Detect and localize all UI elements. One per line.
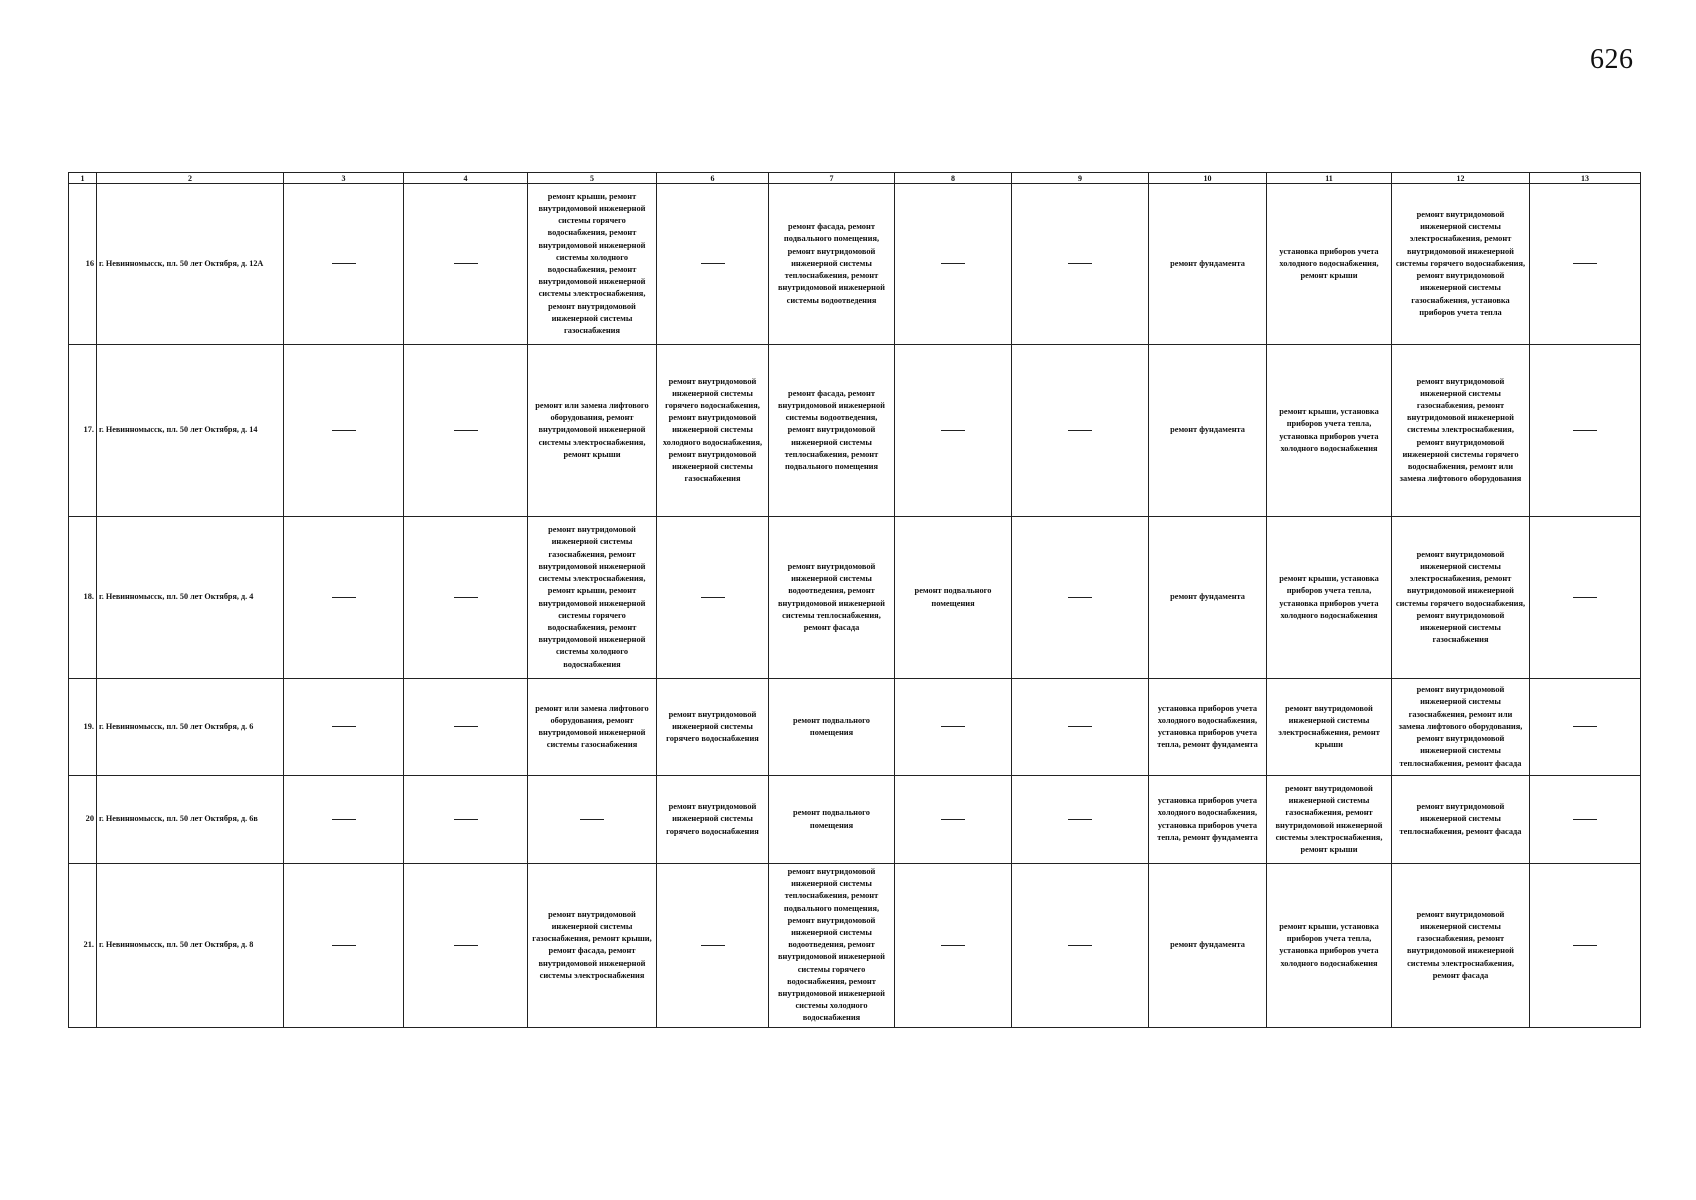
works-cell: ремонт крыши, установка приборов учета тепла, установка приборов учета холодного водоснабжения [1267, 517, 1392, 679]
empty-cell [1012, 679, 1149, 776]
empty-cell [895, 184, 1012, 345]
dash-mark [1573, 430, 1597, 431]
dash-mark [332, 597, 356, 598]
empty-cell [404, 184, 528, 345]
dash-mark [1573, 263, 1597, 264]
works-cell: ремонт внутридомовой инженерной системы горячего водоснабжения, ремонт внутридомовой инженерной системы холодного водоснабжения, ремонт внутридомовой инженерной системы газоснабжения [657, 345, 769, 517]
column-number: 13 [1530, 173, 1641, 184]
works-cell: ремонт крыши, ремонт внутридомовой инженерной системы горячего водоснабжения, ремонт внутридомовой инженерной системы холодного водоснабжения, ремонт внутридомовой инженерной системы электроснабжения, ремонт внутридомовой инженерной системы газоснабжения [528, 184, 657, 345]
dash-mark [941, 819, 965, 820]
works-cell: ремонт фундамента [1149, 517, 1267, 679]
dash-mark [1068, 263, 1092, 264]
works-cell: ремонт подвального помещения [769, 776, 895, 864]
works-cell: ремонт внутридомовой инженерной системы газоснабжения, ремонт внутридомовой инженерной системы электроснабжения, ремонт фасада [1392, 864, 1530, 1028]
works-cell: ремонт внутридомовой инженерной системы горячего водоснабжения [657, 776, 769, 864]
empty-cell [1530, 776, 1641, 864]
works-cell: установка приборов учета холодного водоснабжения, ремонт крыши [1267, 184, 1392, 345]
column-number: 6 [657, 173, 769, 184]
dash-mark [1573, 819, 1597, 820]
address-cell: г. Невинномысск, пл. 50 лет Октября, д. 12А [97, 184, 284, 345]
works-cell: ремонт внутридомовой инженерной системы электроснабжения, ремонт внутридомовой инженерной системы горячего водоснабжения, ремонт внутридомовой инженерной системы газоснабжения [1392, 517, 1530, 679]
empty-cell [404, 517, 528, 679]
works-cell: ремонт внутридомовой инженерной системы газоснабжения, ремонт внутридомовой инженерной системы электроснабжения, ремонт крыши, ремонт внутридомовой инженерной системы горячего водоснабжения, ремонт внутридомовой инженерной системы холодного водоснабжения [528, 517, 657, 679]
dash-mark [1573, 945, 1597, 946]
empty-cell [404, 864, 528, 1028]
dash-mark [1068, 597, 1092, 598]
dash-mark [941, 945, 965, 946]
empty-cell [657, 864, 769, 1028]
address-cell: г. Невинномысск, пл. 50 лет Октября, д. 14 [97, 345, 284, 517]
empty-cell [1012, 864, 1149, 1028]
table-row [69, 184, 1641, 345]
column-number: 4 [404, 173, 528, 184]
works-cell: ремонт внутридомовой инженерной системы электроснабжения, ремонт крыши [1267, 679, 1392, 776]
row-number: 18. [69, 517, 97, 679]
dash-mark [332, 430, 356, 431]
works-cell: ремонт внутридомовой инженерной системы горячего водоснабжения [657, 679, 769, 776]
dash-mark [332, 263, 356, 264]
works-cell: ремонт или замена лифтового оборудования, ремонт внутридомовой инженерной системы газоснабжения [528, 679, 657, 776]
empty-cell [895, 345, 1012, 517]
column-number: 8 [895, 173, 1012, 184]
works-cell: установка приборов учета холодного водоснабжения, установка приборов учета тепла, ремонт фундамента [1149, 679, 1267, 776]
empty-cell [284, 679, 404, 776]
works-cell: ремонт внутридомовой инженерной системы теплоснабжения, ремонт фасада [1392, 776, 1530, 864]
empty-cell [657, 517, 769, 679]
dash-mark [1068, 819, 1092, 820]
works-cell: ремонт фундамента [1149, 184, 1267, 345]
empty-cell [404, 345, 528, 517]
dash-mark [332, 945, 356, 946]
works-cell: ремонт фундамента [1149, 864, 1267, 1028]
table-row [69, 517, 1641, 679]
dash-mark [941, 726, 965, 727]
works-cell: ремонт крыши, установка приборов учета тепла, установка приборов учета холодного водоснабжения [1267, 345, 1392, 517]
dash-mark [332, 819, 356, 820]
works-cell: ремонт внутридомовой инженерной системы газоснабжения, ремонт внутридомовой инженерной системы электроснабжения, ремонт внутридомовой инженерной системы горячего водоснабжения, ремонт или замена лифтового оборудования [1392, 345, 1530, 517]
column-number: 11 [1267, 173, 1392, 184]
dash-mark [701, 597, 725, 598]
address-cell: г. Невинномысск, пл. 50 лет Октября, д. 6 [97, 679, 284, 776]
empty-cell [284, 517, 404, 679]
works-cell: ремонт внутридомовой инженерной системы газоснабжения, ремонт крыши, ремонт фасада, ремонт внутридомовой инженерной системы электроснабжения [528, 864, 657, 1028]
empty-cell [1012, 776, 1149, 864]
works-cell: ремонт внутридомовой инженерной системы электроснабжения, ремонт внутридомовой инженерной системы горячего водоснабжения, ремонт внутридомовой инженерной системы газоснабжения, установка приборов учета тепла [1392, 184, 1530, 345]
empty-cell [284, 184, 404, 345]
table-row [69, 776, 1641, 864]
dash-mark [701, 263, 725, 264]
works-cell: ремонт внутридомовой инженерной системы газоснабжения, ремонт или замена лифтового оборудования, ремонт внутридомовой инженерной системы теплоснабжения, ремонт фасада [1392, 679, 1530, 776]
column-number: 9 [1012, 173, 1149, 184]
empty-cell [657, 184, 769, 345]
column-number: 1 [69, 173, 97, 184]
empty-cell [1012, 517, 1149, 679]
empty-cell [404, 679, 528, 776]
works-cell: ремонт внутридомовой инженерной системы теплоснабжения, ремонт подвального помещения, ремонт внутридомовой инженерной системы водоотведения, ремонт внутридомовой инженерной системы горячего водоснабжения, ремонт внутридомовой инженерной системы холодного водоснабжения [769, 864, 895, 1028]
dash-mark [1068, 945, 1092, 946]
empty-cell [1530, 345, 1641, 517]
row-number: 21. [69, 864, 97, 1028]
dash-mark [454, 819, 478, 820]
dash-mark [701, 945, 725, 946]
row-number: 20 [69, 776, 97, 864]
works-cell: ремонт или замена лифтового оборудования, ремонт внутридомовой инженерной системы электроснабжения, ремонт крыши [528, 345, 657, 517]
empty-cell [404, 776, 528, 864]
dash-mark [1068, 430, 1092, 431]
empty-cell [895, 776, 1012, 864]
empty-cell [1012, 184, 1149, 345]
empty-cell [1530, 679, 1641, 776]
works-cell: ремонт подвального помещения [769, 679, 895, 776]
empty-cell [895, 864, 1012, 1028]
dash-mark [941, 263, 965, 264]
dash-mark [454, 430, 478, 431]
empty-cell [1530, 864, 1641, 1028]
dash-mark [454, 597, 478, 598]
column-number: 10 [1149, 173, 1267, 184]
empty-cell [1530, 517, 1641, 679]
dash-mark [1573, 726, 1597, 727]
table-row [69, 679, 1641, 776]
column-number: 2 [97, 173, 284, 184]
column-number: 7 [769, 173, 895, 184]
dash-mark [941, 430, 965, 431]
dash-mark [580, 819, 604, 820]
column-number-row [69, 173, 1641, 184]
empty-cell [895, 679, 1012, 776]
dash-mark [1068, 726, 1092, 727]
table-row [69, 864, 1641, 1028]
row-number: 17. [69, 345, 97, 517]
empty-cell [284, 345, 404, 517]
dash-mark [454, 945, 478, 946]
empty-cell [284, 864, 404, 1028]
empty-cell [284, 776, 404, 864]
dash-mark [332, 726, 356, 727]
dash-mark [454, 726, 478, 727]
works-cell: ремонт фасада, ремонт внутридомовой инженерной системы водоотведения, ремонт внутридомовой инженерной системы теплоснабжения, ремонт подвального помещения [769, 345, 895, 517]
works-cell: ремонт подвального помещения [895, 517, 1012, 679]
dash-mark [1573, 597, 1597, 598]
works-table [68, 172, 1641, 1028]
address-cell: г. Невинномысск, пл. 50 лет Октября, д. 6в [97, 776, 284, 864]
address-cell: г. Невинномысск, пл. 50 лет Октября, д. 8 [97, 864, 284, 1028]
empty-cell [528, 776, 657, 864]
dash-mark [454, 263, 478, 264]
column-number: 12 [1392, 173, 1530, 184]
works-cell: ремонт внутридомовой инженерной системы газоснабжения, ремонт внутридомовой инженерной системы электроснабжения, ремонт крыши [1267, 776, 1392, 864]
row-number: 19. [69, 679, 97, 776]
works-cell: ремонт крыши, установка приборов учета тепла, установка приборов учета холодного водоснабжения [1267, 864, 1392, 1028]
works-cell: ремонт фасада, ремонт подвального помещения, ремонт внутридомовой инженерной системы теплоснабжения, ремонт внутридомовой инженерной системы водоотведения [769, 184, 895, 345]
empty-cell [1012, 345, 1149, 517]
table-row [69, 345, 1641, 517]
works-cell: установка приборов учета холодного водоснабжения, установка приборов учета тепла, ремонт фундамента [1149, 776, 1267, 864]
empty-cell [1530, 184, 1641, 345]
works-cell: ремонт внутридомовой инженерной системы водоотведения, ремонт внутридомовой инженерной системы теплоснабжения, ремонт фасада [769, 517, 895, 679]
page-number: 626 [1590, 44, 1634, 75]
column-number: 5 [528, 173, 657, 184]
column-number: 3 [284, 173, 404, 184]
works-cell: ремонт фундамента [1149, 345, 1267, 517]
row-number: 16 [69, 184, 97, 345]
address-cell: г. Невинномысск, пл. 50 лет Октября, д. 4 [97, 517, 284, 679]
